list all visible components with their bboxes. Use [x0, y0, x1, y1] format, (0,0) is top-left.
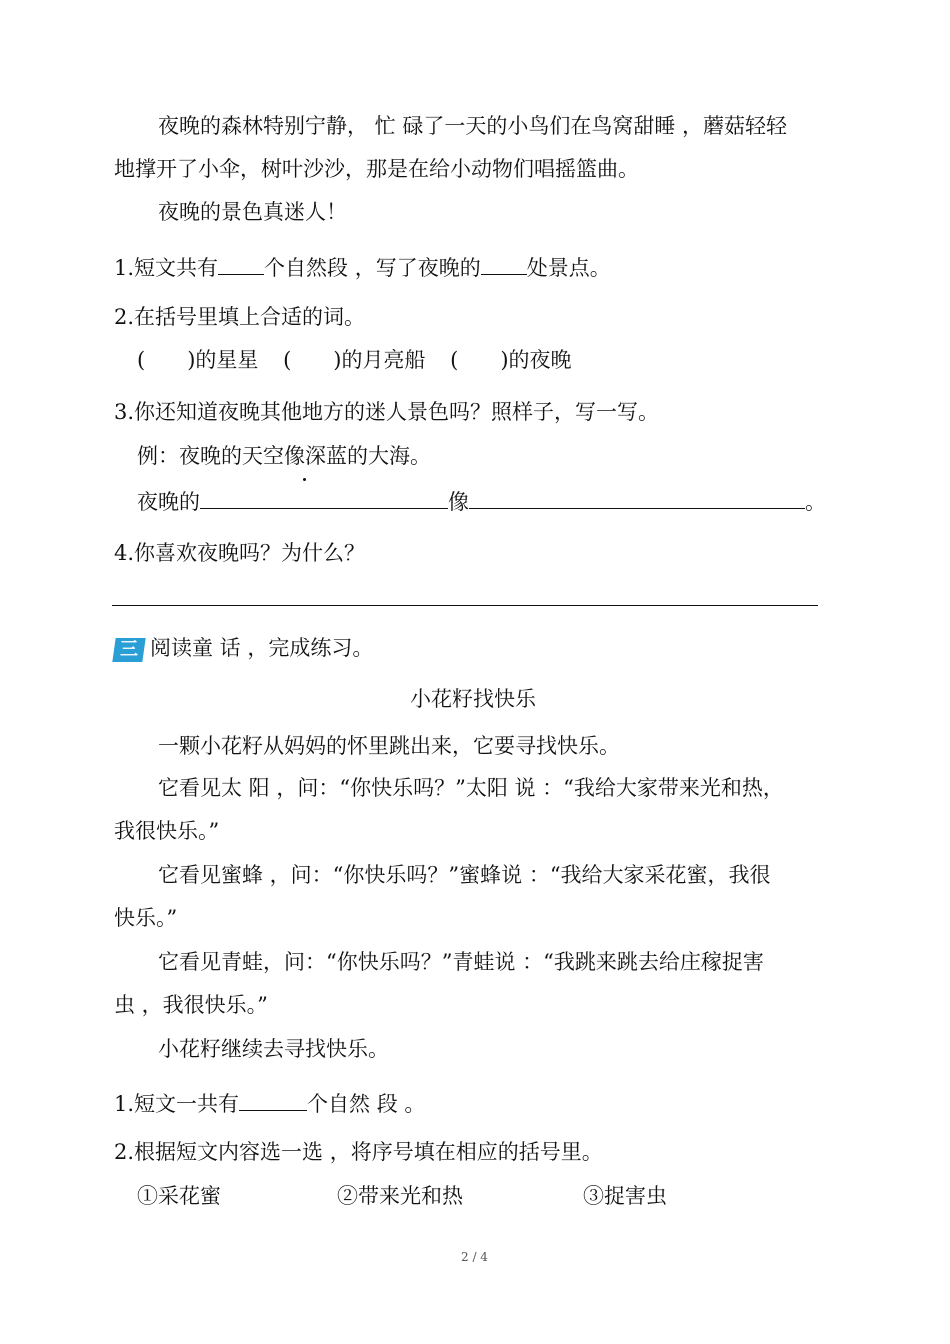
- paren-blank[interactable]: ( ): [283, 348, 342, 372]
- passage-line: 地撑开了小伞，树叶沙沙，那是在给小动物们唱摇篮曲。: [114, 157, 639, 181]
- fill-label: 的星星: [195, 348, 259, 372]
- paren-blank[interactable]: ( ): [137, 348, 196, 372]
- paren-blank[interactable]: ( ): [450, 348, 509, 372]
- question-3: 3.你还知道夜晚其他地方的迷人景色吗？照样子，写一写。: [114, 400, 660, 424]
- page-number: 2 / 4: [461, 1250, 488, 1264]
- fill-text: 。: [805, 490, 826, 514]
- question-text: 1.短文共有: [114, 256, 219, 280]
- answer-blank[interactable]: [469, 486, 805, 509]
- fill-label: 的夜晚: [508, 348, 572, 372]
- question-2: 2.根据短文内容选一选 ，将序号填在相应的括号里。: [114, 1140, 603, 1164]
- paren-fill-row: [137, 346, 572, 374]
- fill-label: 的月亮船: [341, 348, 426, 372]
- option-item: ①采花蜜: [137, 1184, 221, 1208]
- question-4: 4.你喜欢夜晚吗？为什么？: [114, 541, 366, 565]
- question-text: 个自然 段 。: [307, 1092, 426, 1116]
- option-item: ③捉害虫: [583, 1184, 667, 1208]
- section-badge: 三: [112, 638, 145, 662]
- story-line: 小花籽继续去寻找快乐。: [158, 1037, 389, 1061]
- fill-line: [137, 486, 826, 516]
- emphasis-dot: [303, 478, 306, 481]
- question-2: 2.在括号里填上合适的词。: [114, 305, 366, 329]
- question-text: 个自然段 ，写了夜晚的: [264, 256, 481, 280]
- section-title: 阅读童 话 ，完成练习。: [150, 636, 374, 660]
- section-header: [114, 634, 373, 662]
- question-1: [114, 1088, 425, 1118]
- story-title: 小花籽找快乐: [410, 687, 536, 711]
- story-line: 我很快乐。”: [114, 819, 220, 843]
- story-line: 它看见蜜蜂 ，问：“你快乐吗？”蜜蜂说 ：“我给大家采花蜜，我很: [158, 863, 771, 887]
- answer-blank[interactable]: [239, 1088, 307, 1111]
- answer-blank[interactable]: [481, 252, 527, 275]
- passage-line: 夜晚的森林特别宁静， 忙 碌了一天的小鸟们在鸟窝甜睡 ，蘑菇轻轻: [158, 114, 788, 138]
- story-line: 虫 ，我很快乐。”: [114, 993, 268, 1017]
- story-line: 一颗小花籽从妈妈的怀里跳出来，它要寻找快乐。: [158, 734, 620, 758]
- question-text: 1.短文一共有: [114, 1092, 240, 1116]
- answer-blank[interactable]: [218, 252, 264, 275]
- example-line: 例：夜晚的天空像深蓝的大海。: [137, 444, 431, 468]
- story-line: 它看见青蛙，问：“你快乐吗？”青蛙说 ：“我跳来跳去给庄稼捉害: [158, 950, 764, 974]
- fill-text: 夜晚的: [137, 490, 200, 514]
- question-1: [114, 252, 611, 282]
- passage-line: 夜晚的景色真迷人！: [158, 200, 347, 224]
- answer-line[interactable]: [112, 605, 818, 606]
- story-line: 它看见太 阳 ，问：“你快乐吗？”太阳 说 ：“我给大家带来光和热，: [158, 776, 784, 800]
- fill-text: 像: [448, 490, 469, 514]
- question-text: 处景点。: [526, 256, 611, 280]
- story-line: 快乐。”: [114, 906, 178, 930]
- answer-blank[interactable]: [200, 486, 448, 509]
- option-item: ②带来光和热: [337, 1184, 463, 1208]
